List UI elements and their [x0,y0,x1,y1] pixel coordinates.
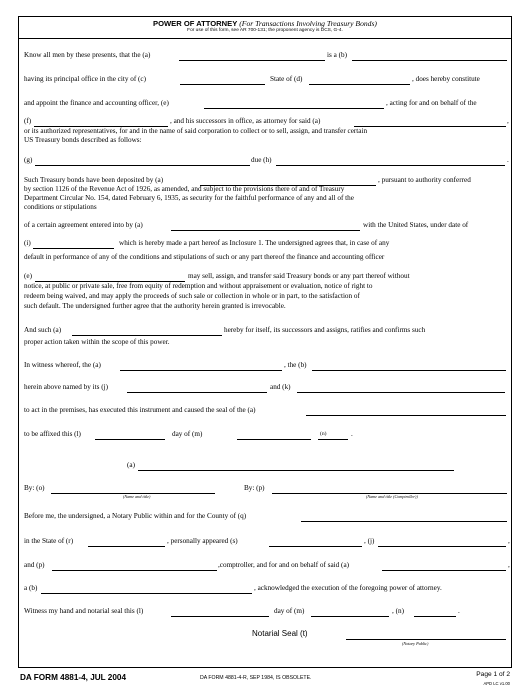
line-2-text-b: State of (d) [270,75,303,83]
line-5-text: or its authorized representatives, for and in the name of said corporation to collect or to sell, assign, and transfer certain [24,127,368,135]
line-13-text-b: which is hereby made a part hereof as Inclosure 1. The undersigned agrees that, in case of any [119,239,390,247]
line-9-text: by section 1126 of the Revenue Act of 1926, as amended, and subject to the provisions there of and of Treasury [24,185,345,193]
line-13-text: (i) [24,239,31,247]
line-8-text: Such Treasury bonds have been deposited by (a) [24,176,164,184]
by-o-label: By: (o) [24,484,45,492]
field-a-witness-corporation[interactable] [120,362,282,371]
notarial-seal-label: Notarial Seal (t) [252,629,308,638]
line-31-text: a (b) [24,584,38,592]
field-n-year-2[interactable] [414,608,456,617]
notary-public-caption: (Notary Public) [402,641,429,646]
field-g-bond-description[interactable] [35,157,250,166]
field-b-witness-type[interactable] [312,362,506,371]
line-10-text: Department Circular No. 154, dated February 6, 1935, as security for the faithful performance of any and all of the [24,194,354,202]
line-8-text-b: , pursuant to authority conferred [378,176,471,184]
line-29-text-c: , (j) [364,537,375,545]
line-21-text-b: , the (b) [284,361,307,369]
line-7-text: (g) [24,156,33,164]
field-o-signatory[interactable] [51,485,215,494]
line-20-text: proper action taken within the scope of this power. [24,338,170,346]
line-2-text: having its principal office in the city of (c) [24,75,147,83]
form-title: POWER OF ATTORNEY (For Transactions Involving Treasury Bonds) [153,19,377,28]
version-label: APD LC v1.00 [483,681,510,686]
line-15-text: (e) [24,272,32,280]
by-p-label: By: (p) [244,484,265,492]
field-a-ratifying-party[interactable] [72,327,222,336]
line-22-text: herein above named by its (j) [24,383,109,391]
line-19-text-b: hereby for itself, its successors and assigns, ratifies and confirms such [224,326,426,334]
field-k-officer-2[interactable] [297,384,505,393]
field-c-city[interactable] [180,76,265,85]
line-6-text: US Treasury bonds described as follows: [24,136,142,144]
line-17-text: redeem being waived, and may apply the proceeds of such sale or collection in whole or in part, to the satisfaction of [24,292,360,300]
line-1-text-b: is a (b) [327,51,347,59]
field-r-state[interactable] [88,538,165,547]
field-a-corporation-name-2[interactable] [354,118,506,127]
line-24-text-b: day of (m) [172,430,203,438]
field-q-county[interactable] [301,513,507,522]
form-subtitle: For use of this form, see AR 700-131; the proponent agency is DCS, G-4. [187,28,343,33]
field-a-agreement-party[interactable] [171,222,360,231]
field-notary-signature[interactable] [346,631,506,640]
line-15-text-b: may sell, assign, and transfer said Treasury bonds or any part thereof without [188,272,410,280]
line-19-text: And such (a) [24,326,62,334]
line-24-text: to be affixed this (l) [24,430,81,438]
line-22-text-b: and (k) [270,383,291,391]
line-2-text-c: , does hereby constitute [412,75,480,83]
field-m-month[interactable] [237,431,311,440]
field-d-state[interactable] [309,76,410,85]
field-e-finance-officer[interactable] [204,100,384,109]
line-21-text: In witness whereof, the (a) [24,361,101,369]
line-32-text-b: day of (m) [274,607,305,615]
field-l-day[interactable] [95,431,165,440]
line-28-text: Before me, the undersigned, a Notary Public within and for the County of (q) [24,512,247,520]
line-4-text-b: , and his successors in office, as attorney for said (a) [170,117,321,125]
line-1-text: Know all men by these presents, that the (a) [24,51,151,59]
header-divider [18,38,512,39]
name-title-caption: (Name and title) [123,494,151,499]
line-4-text: (f) [24,117,32,125]
line-25-text: (a) [127,461,135,469]
line-29-comma: , [508,537,510,545]
line-11-text: conditions or stipulations [24,203,97,211]
field-h-due-date[interactable] [276,157,505,166]
line-3-text-b: , acting for and on behalf of the [386,99,477,107]
line-32-text: Witness my hand and notarial seal this (l) [24,607,144,615]
obsolete-notice: DA FORM 4881-4-R, SEP 1984, IS OBSOLETE. [200,675,312,681]
field-l-day-2[interactable] [171,608,269,617]
line-30-text-b: ,comptroller, and for and on behalf of said (a) [218,561,350,569]
field-a-corporation-name[interactable] [179,52,325,61]
field-e-finance-officer-2[interactable] [35,273,185,282]
field-a-signatory-corporation[interactable] [138,462,454,471]
line-14-text: default in performance of any of the conditions and stipulations of such or any part thereof the finance and accounting officer [24,253,385,261]
field-s-appeared[interactable] [269,538,362,547]
line-32-text-c: , (n) [392,607,404,615]
field-j-officer[interactable] [127,384,267,393]
page-number: Page 1 of 2 [476,671,510,678]
line-29-text-b: , personally appeared (s) [167,537,238,545]
field-p-comptroller-2[interactable] [52,562,217,571]
line-7-text-b: due (h) [251,156,272,164]
form-number: DA FORM 4881-4, JUL 2004 [20,673,127,682]
line-31-text-b: , acknowledged the execution of the foregoing power of attorney. [254,584,442,592]
line-4-comma: , [507,117,509,125]
line-30-comma: , [508,561,510,569]
field-j-officer-2[interactable] [378,538,506,547]
line-24-period: . [351,430,353,438]
line-24-text-n: (n) [320,431,327,437]
line-7-period: . [507,156,509,164]
field-b-corporation-type-2[interactable] [41,585,252,594]
field-m-month-2[interactable] [311,608,389,617]
field-p-comptroller[interactable] [272,485,507,494]
field-b-corporation-type[interactable] [352,52,507,61]
comptroller-caption: (Name and title (Comptroller)) [366,494,418,499]
line-29-text: in the State of (r) [24,537,74,545]
field-n-year[interactable] [318,431,348,440]
line-16-text: notice, at public or private sale, free from equity of redemption and without appraisement or evaluation, notice of right to [24,282,373,290]
field-a-seal-corporation[interactable] [306,407,506,416]
line-3-text: and appoint the finance and accounting officer, (e) [24,99,169,107]
line-18-text: such default. The undersigned further agree that the authority herein granted is irrevocable. [24,302,286,310]
line-23-text: to act in the premises, has executed this instrument and caused the seal of the (a) [24,406,256,414]
line-12-text: of a certain agreement entered into by (a) [24,221,143,229]
line-32-period: . [458,607,460,615]
line-12-text-b: with the United States, under date of [363,221,469,229]
field-i-agreement-date[interactable] [33,240,114,249]
field-a-corporation-3[interactable] [382,562,506,571]
line-30-text: and (p) [24,561,45,569]
field-f-installation[interactable] [34,118,168,127]
